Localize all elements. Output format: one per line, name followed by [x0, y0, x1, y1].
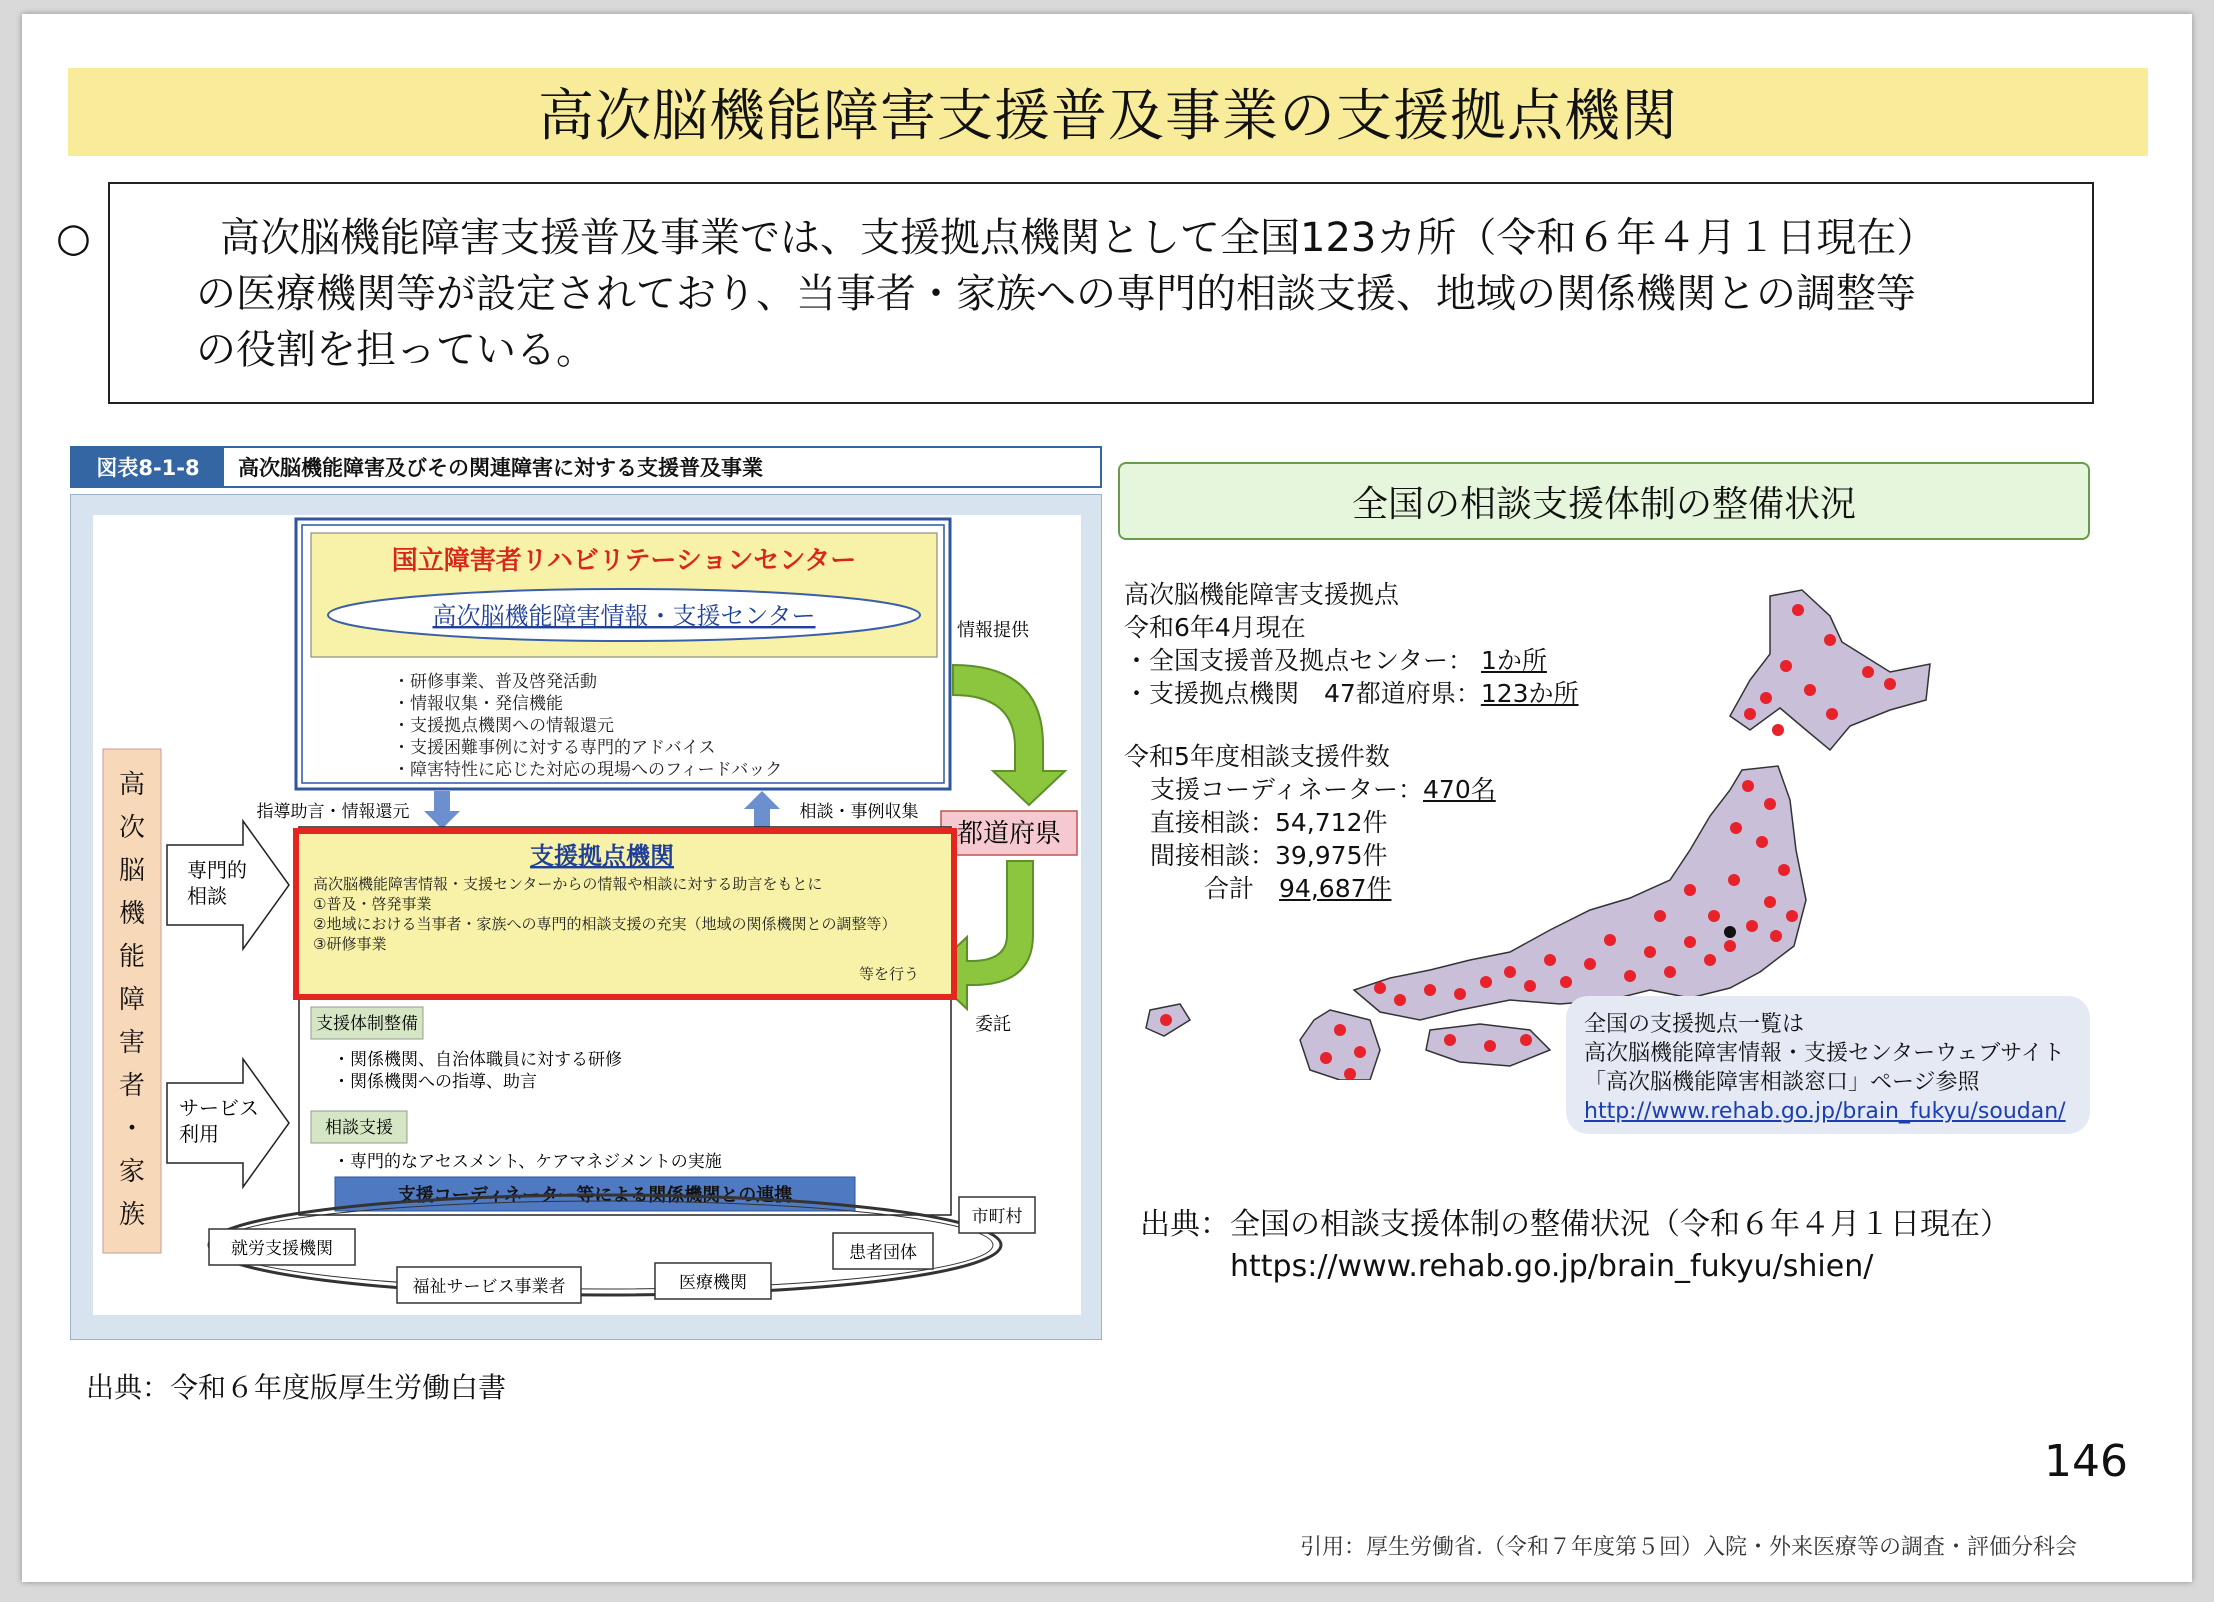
- info-center-title: 高次脳機能障害情報・支援センター: [432, 602, 816, 630]
- arrow2-line2: 利用: [179, 1122, 219, 1146]
- figure-body: [70, 494, 1102, 1340]
- source-right-line-1: 出典：全国の相談支援体制の整備状況（令和６年４月１日現在）: [1140, 1207, 2010, 1242]
- down-arrow-icon: [424, 791, 460, 829]
- specialized-consult-arrow-icon: [167, 821, 289, 949]
- shien-link[interactable]: https://www.rehab.go.jp/brain_fukyu/shien/: [1230, 1249, 1874, 1284]
- source-right: [1140, 1204, 2010, 1288]
- support-system-item-1: ・関係機関、自治体職員に対する研修: [333, 1050, 622, 1070]
- summary-line-1: 高次脳機能障害支援普及事業では、支援拠点機関として全国123カ所（令和６年４月１日現在）: [220, 215, 1937, 261]
- figure-caption: 高次脳機能障害及びその関連障害に対する支援普及事業: [238, 456, 763, 480]
- support-system-label: 支援体制整備: [316, 1014, 418, 1034]
- prefecture-label: 都道府県: [956, 819, 1062, 849]
- network-label-municipality: 市町村: [971, 1207, 1023, 1227]
- svg-text:害: 害: [118, 1028, 146, 1058]
- coordinator-label: 支援コーディネーター等による関係機関との連携: [397, 1185, 793, 1206]
- national-task-2: ・情報収集・発信機能: [393, 694, 563, 714]
- page-number: 146: [2044, 1436, 2128, 1487]
- soudan-link[interactable]: http://www.rehab.go.jp/brain_fukyu/soudan/: [1584, 1099, 2066, 1124]
- network-label-employment: 就労支援機関: [231, 1239, 333, 1259]
- link-box: [1566, 996, 2090, 1134]
- citation: 引用：厚生労働省.（令和７年度第５回）入院・外来医療等の調査・評価分科会: [1300, 1535, 2077, 1560]
- info-provide-label: 情報提供: [957, 620, 1029, 641]
- summary-box: [56, 182, 2094, 404]
- support-base-title: 支援拠点機関: [530, 842, 674, 870]
- consult-collect-label: 相談・事例収集: [799, 802, 919, 822]
- consign-label: 委託: [975, 1014, 1011, 1035]
- support-diagram: [93, 515, 1081, 1315]
- stats-line-9: 合計 94,687件: [1204, 874, 1392, 903]
- svg-text:脳: 脳: [118, 856, 146, 886]
- network-label-patient: 患者団体: [849, 1243, 917, 1263]
- national-task-3: ・支援拠点機関への情報還元: [393, 716, 614, 736]
- consult-support-item-1: ・専門的なアセスメント、ケアマネジメントの実施: [333, 1152, 722, 1172]
- stats-line-3: ・全国支援普及拠点センター： 1か所: [1124, 646, 1547, 675]
- summary-line-3: の役割を担っている。: [196, 327, 596, 373]
- svg-text:家: 家: [118, 1157, 146, 1187]
- stats-line-8: 間接相談：39,975件: [1150, 841, 1388, 870]
- arrow1-line2: 相談: [187, 884, 227, 908]
- figure-inner: [93, 515, 1081, 1315]
- svg-text:・: ・: [118, 1114, 146, 1144]
- stats-line-4: ・支援拠点機関 47都道府県：123か所: [1124, 679, 1579, 708]
- svg-text:者: 者: [118, 1071, 146, 1101]
- stats-line-6: 支援コーディネーター：470名: [1150, 775, 1496, 804]
- national-task-1: ・研修事業、普及啓発活動: [393, 672, 597, 692]
- bullet-circle: ○: [56, 215, 91, 261]
- right-banner: 全国の相談支援体制の整備状況: [1118, 462, 2090, 540]
- title-bar: [68, 68, 2148, 156]
- consult-support-label: 相談支援: [325, 1118, 393, 1138]
- arrow1-line1: 専門的: [187, 858, 247, 882]
- page-title: 高次脳機能障害支援普及事業の支援拠点機関: [538, 84, 1678, 149]
- stats-line-5: 令和5年度相談支援件数: [1124, 742, 1390, 771]
- side-label: [119, 770, 146, 1230]
- up-arrow-icon: [744, 791, 780, 829]
- svg-text:高: 高: [118, 770, 146, 800]
- svg-text:能: 能: [118, 942, 146, 972]
- stats-line-7: 直接相談：54,712件: [1150, 808, 1388, 837]
- network-label-medical: 医療機関: [679, 1273, 747, 1293]
- arrow2-line1: サービス: [179, 1096, 259, 1120]
- base-etc: 等を行う: [858, 965, 919, 983]
- tokyo-center-dot: [1724, 926, 1736, 938]
- info-provide-arrow-icon: [953, 665, 1065, 805]
- source-left: 出典：令和６年度版厚生労働白書: [86, 1371, 507, 1404]
- svg-text:次: 次: [118, 813, 146, 843]
- svg-text:族: 族: [118, 1200, 146, 1230]
- support-system-item-2: ・関係機関への指導、助言: [333, 1072, 537, 1092]
- national-task-4: ・支援困難事例に対する専門的アドバイス: [393, 738, 716, 758]
- figure-tag: 図表8-1-8: [72, 448, 224, 486]
- link-box-line-1: 全国の支援拠点一覧は: [1584, 1012, 1805, 1037]
- national-task-5: ・障害特性に応じた対応の現場へのフィードバック: [393, 760, 783, 780]
- svg-text:機: 機: [118, 899, 146, 929]
- stats-line-1: 高次脳機能障害支援拠点: [1124, 580, 1400, 609]
- svg-text:障: 障: [118, 985, 146, 1015]
- link-box-line-2: 高次脳機能障害情報・支援センターウェブサイト: [1584, 1041, 2065, 1066]
- base-line-1: 高次脳機能障害情報・支援センターからの情報や相談に対する助言をもとに: [313, 875, 823, 893]
- guidance-label: 指導助言・情報還元: [256, 802, 410, 822]
- stats-line-2: 令和6年4月現在: [1124, 613, 1306, 642]
- summary-line-2: の医療機関等が設定されており、当事者・家族への専門的相談支援、地域の関係機関との調整等: [196, 271, 1916, 317]
- base-line-2: ①普及・啓発事業: [313, 895, 432, 913]
- base-line-3: ②地域における当事者・家族への専門的相談支援の充実（地域の関係機関との調整等）: [313, 915, 897, 933]
- figure-header: [70, 446, 1102, 488]
- base-line-4: ③研修事業: [313, 935, 387, 953]
- link-box-line-3: 「高次脳機能障害相談窓口」ページ参照: [1584, 1070, 1980, 1095]
- network-label-welfare: 福祉サービス事業者: [412, 1277, 566, 1297]
- national-center-title: 国立障害者リハビリテーションセンター: [391, 546, 857, 576]
